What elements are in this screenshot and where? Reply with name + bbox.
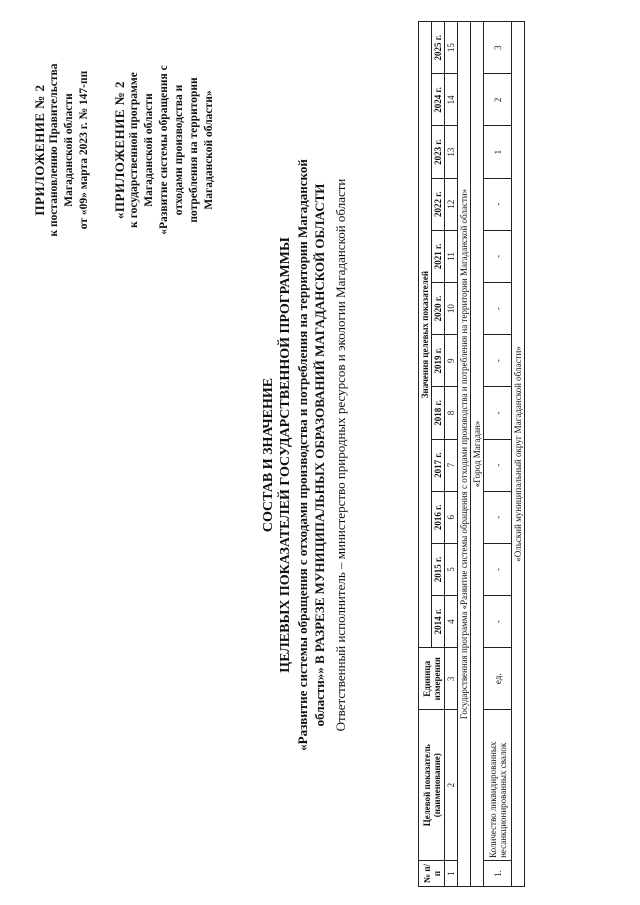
- sub-appendix-line: потребления на территории: [188, 77, 200, 223]
- row-value-cell: -: [484, 596, 512, 648]
- numbering-cell: 3: [445, 648, 458, 710]
- table-header-row: [419, 22, 432, 887]
- year-cell: 2025 г.: [432, 22, 445, 74]
- year-cell: 2014 г.: [432, 596, 445, 648]
- year-cell: 2021 г.: [432, 230, 445, 282]
- city-row: [471, 22, 484, 887]
- row-value-cell: -: [484, 283, 512, 335]
- appendix-date-line: от «09» марта 2023 г. № 147-пп: [78, 70, 90, 230]
- numbering-cell: 12: [445, 178, 458, 230]
- sub-appendix-title: «ПРИЛОЖЕНИЕ № 2: [112, 80, 127, 220]
- sub-appendix-line: Магаданской области: [143, 93, 155, 207]
- numbering-cell: 10: [445, 283, 458, 335]
- appendix-line: Магаданской области: [63, 93, 75, 207]
- heading-line: области»» В РАЗРЕЗЕ МУНИЦИПАЛЬНЫХ ОБРАЗОВАНИЙ МАГАДАНСКОЙ ОБЛАСТИ: [312, 183, 327, 727]
- numbering-cell: 15: [445, 22, 458, 74]
- row-num-cell: 1.: [484, 860, 512, 886]
- sub-appendix-line: Магаданской области»: [203, 90, 215, 210]
- numbering-cell: 6: [445, 491, 458, 543]
- row-value-cell: -: [484, 439, 512, 491]
- header-num: № п/п: [419, 860, 445, 886]
- heading-line: СОСТАВ И ЗНАЧЕНИЕ: [261, 377, 276, 533]
- year-cell: 2016 г.: [432, 491, 445, 543]
- row-value-cell: 1: [484, 126, 512, 178]
- numbering-cell: 7: [445, 439, 458, 491]
- row-value-cell: -: [484, 491, 512, 543]
- year-cell: 2017 г.: [432, 439, 445, 491]
- row-unit-cell: ед.: [484, 648, 512, 710]
- table-numbering-row: [445, 22, 458, 887]
- year-cell: 2022 г.: [432, 178, 445, 230]
- heading-line: ЦЕЛЕВЫХ ПОКАЗАТЕЛЕЙ ГОСУДАРСТВЕННОЙ ПРОГРАММЫ: [278, 237, 293, 673]
- appendix-block: [32, 25, 217, 275]
- heading-line: «Развитие системы обращения с отходами производства и потребления на территории Магаданской: [295, 159, 310, 751]
- appendix-line: к постановлению Правительства: [48, 63, 60, 237]
- year-cell: 2015 г.: [432, 543, 445, 595]
- numbering-cell: 2: [445, 710, 458, 861]
- numbering-cell: 9: [445, 335, 458, 387]
- numbering-cell: 8: [445, 387, 458, 439]
- row-value-cell: -: [484, 230, 512, 282]
- municipality-cell: «Ольский муниципальный округ Магаданской области»: [512, 22, 525, 887]
- year-cell: 2019 г.: [432, 335, 445, 387]
- year-cell: 2024 г.: [432, 74, 445, 126]
- header-unit: Единица измерения: [419, 648, 445, 710]
- document-heading: [260, 75, 349, 835]
- indicators-table: [418, 21, 525, 887]
- responsible-executor: Ответственный исполнитель – министерство природных ресурсов и экологии Магаданской области: [333, 178, 348, 732]
- year-cell: 2023 г.: [432, 126, 445, 178]
- numbering-cell: 14: [445, 74, 458, 126]
- sub-appendix-line: «Развитие системы обращения с: [158, 65, 170, 235]
- header-indicator: Целевой показатель (наименование): [419, 710, 445, 861]
- appendix-title: ПРИЛОЖЕНИЕ № 2: [32, 84, 47, 216]
- row-value-cell: -: [484, 387, 512, 439]
- sub-appendix-line: к государственной программе: [128, 72, 140, 228]
- sub-appendix-line: отходами производства и: [173, 84, 185, 216]
- numbering-cell: 1: [445, 860, 458, 886]
- header-values: Значения целевых показателей: [419, 22, 432, 648]
- numbering-cell: 4: [445, 596, 458, 648]
- year-cell: 2020 г.: [432, 283, 445, 335]
- program-title-cell: Государственная программа «Развитие системы обращения с отходами производства и потребления на территории Магаданской области»: [458, 22, 471, 887]
- numbering-cell: 13: [445, 126, 458, 178]
- row-value-cell: -: [484, 178, 512, 230]
- district-row: [512, 22, 525, 887]
- row-value-cell: 3: [484, 22, 512, 74]
- row-value-cell: -: [484, 543, 512, 595]
- row-value-cell: -: [484, 335, 512, 387]
- municipality-cell: «Город Магадан»: [471, 22, 484, 887]
- program-row: [458, 22, 471, 887]
- document-page: [10, 15, 630, 895]
- numbering-cell: 11: [445, 230, 458, 282]
- numbering-cell: 5: [445, 543, 458, 595]
- row-value-cell: 2: [484, 74, 512, 126]
- table-row: [484, 22, 512, 887]
- year-cell: 2018 г.: [432, 387, 445, 439]
- row-indicator-cell: Количество ликвидированных несанкционированных свалок: [484, 710, 512, 861]
